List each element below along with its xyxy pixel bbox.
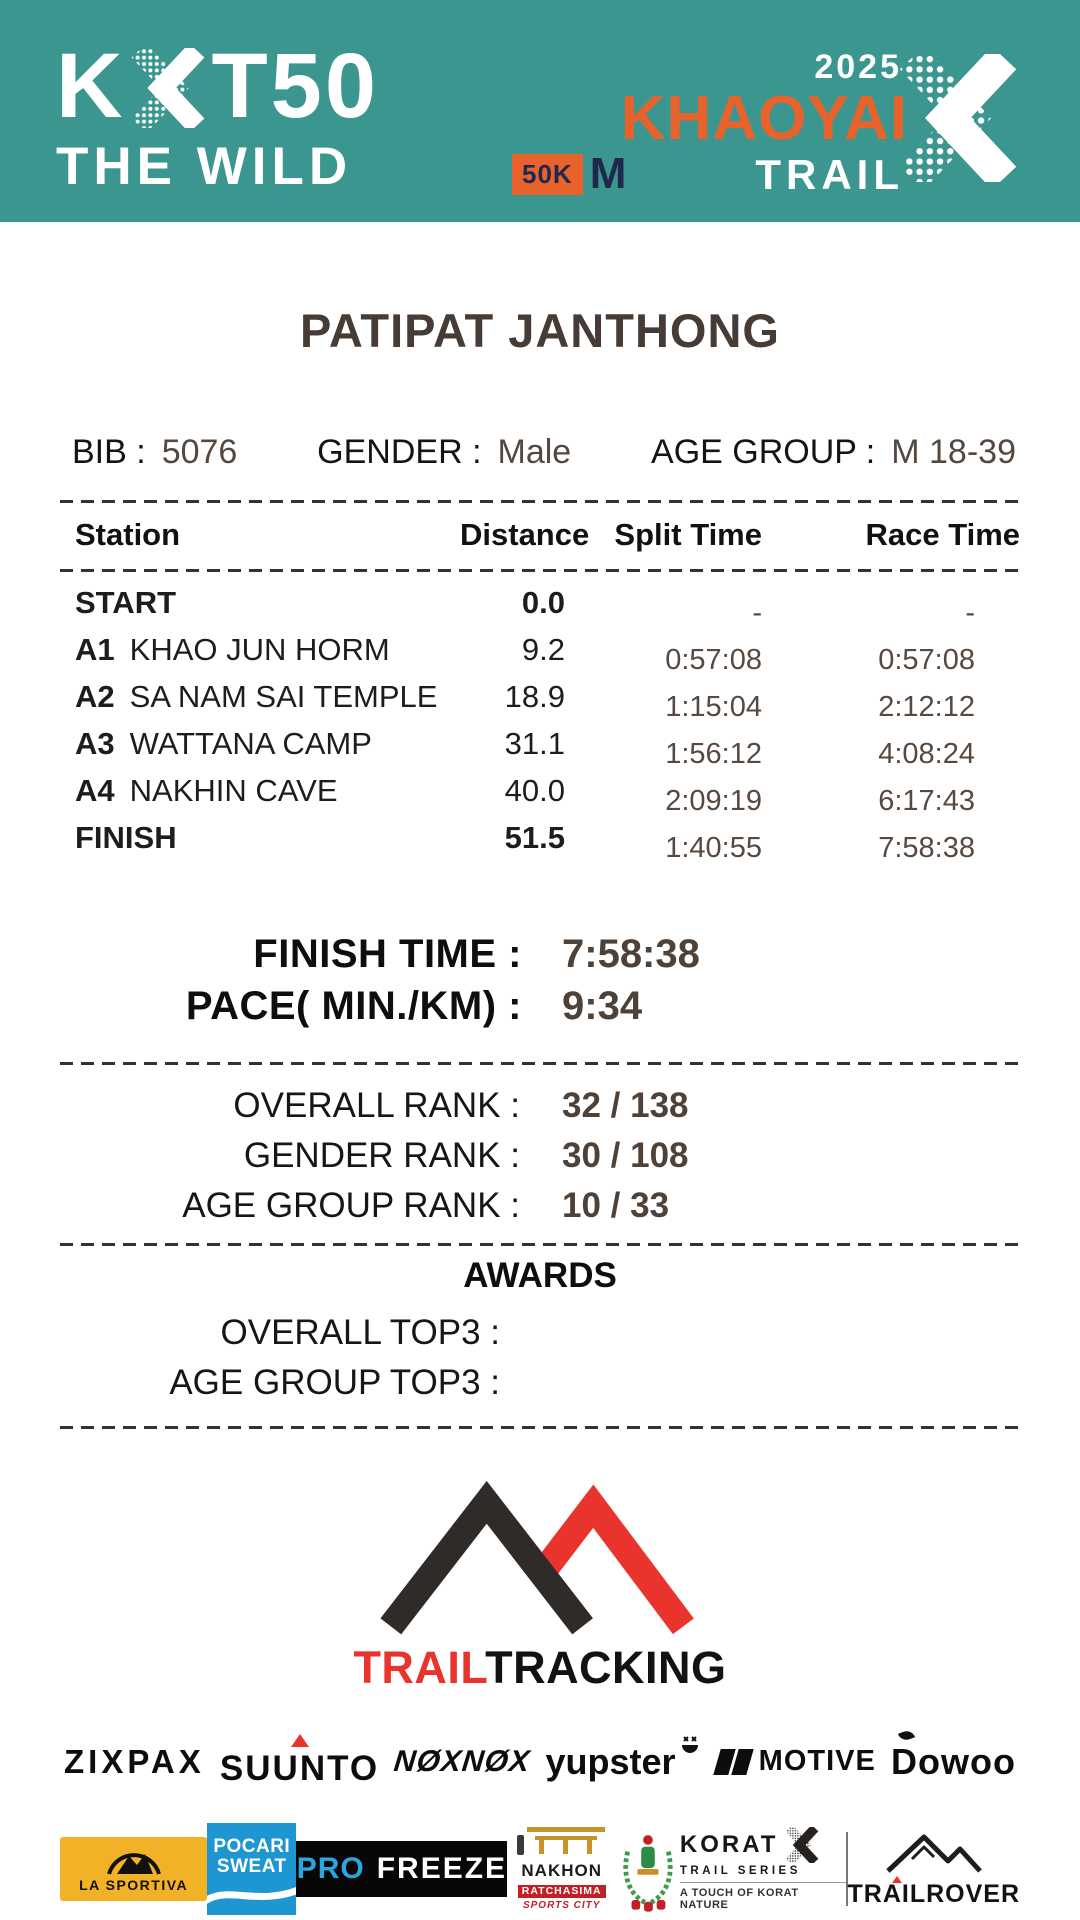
trailtracking-tracking: TRACKING: [485, 1642, 727, 1694]
station-cell: [60, 721, 460, 766]
split-time-value: -: [752, 597, 762, 630]
race-time-value: 7:58:38: [878, 832, 975, 865]
station-code: A2: [75, 679, 115, 715]
award-label: AGE GROUP TOP3 :: [169, 1363, 500, 1403]
rank-value: 10 / 33: [562, 1186, 670, 1226]
distance-cell: 51.5: [504, 820, 565, 856]
sponsor-trailrover: [848, 1829, 1021, 1909]
distance-cell: 40.0: [504, 773, 565, 809]
station-cell: [60, 815, 460, 860]
split-time-value: 1:15:04: [665, 691, 762, 724]
race-code: [56, 35, 379, 137]
dashed-separator: [60, 569, 1020, 572]
event-logo-text: [621, 50, 908, 196]
sponsor-korat-trail-series: [680, 1827, 846, 1911]
sponsor-motive: [717, 1745, 876, 1778]
pocari-wave-icon: [207, 1881, 296, 1909]
dashed-separator: [60, 1062, 1020, 1065]
rank-row: [60, 1081, 1020, 1131]
split-time-cell: [565, 580, 762, 630]
korat-tagline: A TOUCH OF KORAT NATURE: [679, 1887, 799, 1912]
x-logo-icon: [127, 48, 209, 128]
results-content: [0, 304, 1080, 1915]
rank-row: [60, 1131, 1020, 1181]
yupster-smiley-icon: [678, 1735, 702, 1759]
age-group-group: [651, 430, 1016, 474]
sponsor-yupster: [545, 1741, 701, 1783]
station-name: SA NAM SAI TEMPLE: [129, 679, 438, 715]
gender-value: Male: [497, 433, 572, 472]
splits-table-header: [60, 515, 1020, 555]
sponsor-nakhon-ratchasima: [507, 1827, 615, 1911]
awards-title: AWARDS: [463, 1256, 617, 1296]
distance-badge: [512, 149, 627, 198]
finish-time-label: FINISH TIME :: [253, 932, 522, 977]
distance-cell: 0.0: [521, 585, 565, 621]
sponsor-row-2: [60, 1823, 1020, 1915]
age-group-value: M 18-39: [891, 433, 1016, 472]
splits-table-row: [60, 580, 1020, 630]
awards-section: [60, 1308, 1020, 1408]
rank-value: 32 / 138: [562, 1086, 689, 1126]
distance-cell: 9.2: [521, 632, 565, 668]
splits-table-row: [60, 674, 1020, 724]
gender-label: GENDER :: [317, 433, 482, 472]
split-time-cell: [565, 627, 762, 677]
rank-label: OVERALL RANK :: [233, 1086, 520, 1126]
suunto-triangle-icon: [291, 1734, 309, 1747]
event-word: TRAIL: [755, 151, 904, 198]
bib-group: [72, 430, 237, 474]
age-group-label: AGE GROUP :: [651, 433, 876, 472]
race-time-value: -: [965, 597, 975, 630]
event-logo: [621, 50, 1022, 196]
nakhon-gate-icon: [517, 1827, 607, 1855]
rank-row: [60, 1181, 1020, 1231]
station-cell: [60, 768, 460, 813]
badge-50k: 50K: [512, 154, 583, 195]
trailrover-mountain-icon: [882, 1829, 986, 1873]
rank-value: 30 / 108: [562, 1136, 689, 1176]
nakhon-line1: NAKHON: [521, 1860, 603, 1880]
pace-row: [60, 980, 1020, 1032]
splits-table-body: [60, 580, 1020, 865]
station-cell: [60, 627, 460, 672]
station-code: A3: [75, 726, 115, 762]
trailtracking-wordmark: [60, 1642, 1020, 1694]
bib-value: 5076: [161, 433, 238, 472]
event-header: [0, 0, 1080, 222]
station-code: A4: [75, 773, 115, 809]
yupster-wordmark: yupster: [545, 1740, 676, 1782]
col-header-race-time: Race Time: [865, 517, 1020, 553]
splits-table-row: [60, 815, 1020, 865]
motive-wordmark: MOTIVE: [758, 1745, 876, 1778]
race-subtitle: THE WILD: [56, 137, 353, 196]
dashed-separator: [60, 1243, 1020, 1246]
split-time-value: 1:56:12: [665, 738, 762, 771]
award-row: [60, 1308, 1020, 1358]
pro-freeze-freeze: FREEZE: [376, 1852, 508, 1886]
station-cell: [60, 580, 460, 625]
suunto-wordmark: SUUNTO: [219, 1749, 380, 1789]
pace-label: PACE( MIN./KM) :: [185, 984, 522, 1029]
finish-summary: [60, 928, 1020, 1032]
split-time-value: 2:09:19: [665, 785, 762, 818]
motive-flags-icon: [717, 1749, 750, 1775]
col-header-split-time: Split Time: [614, 517, 762, 553]
sponsor-dowoo: Dowoo: [891, 1740, 1016, 1782]
pocari-line2: SWEAT: [216, 1856, 287, 1878]
sponsor-row-1: [60, 1734, 1020, 1789]
nakhon-line3: SPORTS CITY: [522, 1900, 601, 1912]
x-logo-big-icon: [894, 54, 1022, 182]
runner-name: PATIPAT JANTHONG: [300, 304, 780, 357]
sponsor-pro-freeze: [296, 1841, 507, 1897]
splits-table-row: [60, 627, 1020, 677]
sponsor-pocari-sweat: [207, 1823, 296, 1915]
race-time-value: 0:57:08: [878, 644, 975, 677]
race-time-value: 6:17:43: [878, 785, 975, 818]
col-header-distance: Distance: [460, 517, 590, 553]
station-cell: [60, 674, 460, 719]
distance-cell: 31.1: [504, 726, 565, 762]
trailrover-wordmark: TRAILROVER: [847, 1880, 1020, 1909]
dashed-separator: [60, 1426, 1020, 1429]
splits-table-row: [60, 768, 1020, 818]
korat-x-icon: [784, 1827, 820, 1863]
pocari-line1: POCARI: [213, 1836, 291, 1858]
korat-subtitle: TRAIL SERIES: [679, 1865, 801, 1878]
race-time-value: 4:08:24: [878, 738, 975, 771]
pro-freeze-pro: PRO: [296, 1852, 365, 1886]
nakhon-line2: RATCHASIMA: [518, 1885, 606, 1899]
race-time-cell: [762, 580, 1020, 630]
distance-cell: 18.9: [504, 679, 565, 715]
sponsor-zixpax: ZIXPAX: [64, 1742, 205, 1780]
trailtracking-logo: [60, 1481, 1020, 1694]
race-time-value: 2:12:12: [878, 691, 975, 724]
bib-label: BIB :: [72, 433, 146, 472]
col-header-station: Station: [75, 517, 181, 553]
finish-time-row: [60, 928, 1020, 980]
sponsor-la-sportiva: [60, 1837, 207, 1901]
la-sportiva-wordmark: LA SPORTIVA: [79, 1876, 189, 1893]
sat-emblem-icon: [616, 1825, 680, 1913]
rank-label: AGE GROUP RANK :: [182, 1186, 520, 1226]
station-name: NAKHIN CAVE: [129, 773, 338, 809]
race-time-cell: [762, 627, 1020, 677]
korat-divider: [680, 1882, 846, 1883]
rank-label: GENDER RANK :: [243, 1136, 520, 1176]
race-code-prefix: K: [56, 35, 126, 137]
award-row: [60, 1358, 1020, 1408]
finish-time-value: 7:58:38: [562, 932, 700, 977]
race-code-suffix: T50: [211, 35, 379, 137]
station-name: WATTANA CAMP: [129, 726, 372, 762]
station-code: A1: [75, 632, 115, 668]
dashed-separator: [60, 500, 1020, 503]
event-name: KHAOYAI: [620, 84, 908, 153]
badge-m: M: [589, 149, 627, 198]
trailtracking-mountains-icon: [375, 1481, 705, 1636]
split-time-value: 0:57:08: [665, 644, 762, 677]
split-time-value: 1:40:55: [665, 832, 762, 865]
event-year: 2025: [814, 48, 902, 86]
sponsor-suunto: [220, 1734, 379, 1789]
la-sportiva-mountain-icon: [103, 1846, 165, 1876]
station-code: START: [75, 585, 177, 621]
race-logo: [56, 35, 379, 196]
award-label: OVERALL TOP3 :: [220, 1313, 500, 1353]
runner-info-row: [60, 430, 1020, 474]
gender-group: [317, 430, 571, 474]
trailtracking-trail: TRAIL: [353, 1642, 486, 1694]
pace-value: 9:34: [562, 984, 643, 1029]
sponsor-noxnox: NØXNØX: [392, 1744, 533, 1778]
station-name: KHAO JUN HORM: [129, 632, 390, 668]
ranks-section: [60, 1081, 1020, 1231]
korat-wordmark: KORAT: [679, 1831, 779, 1859]
splits-table-row: [60, 721, 1020, 771]
station-code: FINISH: [75, 820, 177, 856]
